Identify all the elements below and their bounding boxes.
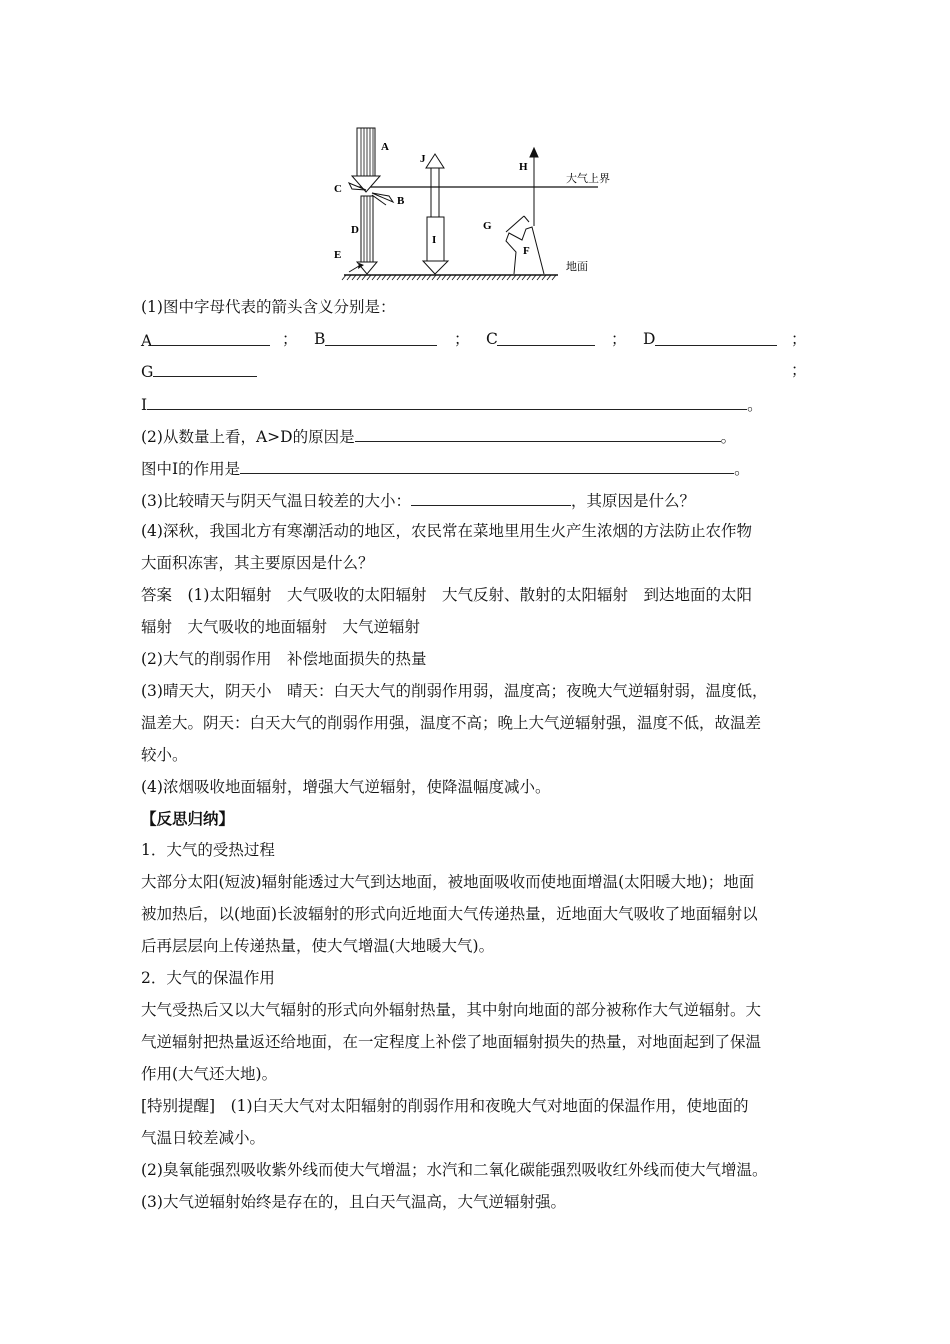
sep-3: ； (611, 330, 627, 348)
question-1-blanks-row1 (141, 329, 811, 351)
atmosphere-heating-diagram (0, 0, 950, 290)
arrow-A-solar-radiation (352, 128, 380, 192)
label-J: J (420, 153, 426, 165)
blank-C[interactable] (497, 329, 595, 346)
hatch-mark (462, 275, 466, 280)
blank-B-letter: B (314, 330, 326, 348)
question-3-text: (3)比较晴天与阴天气温日较差的大小： (141, 492, 411, 510)
answer-2: (2)大气的削弱作用 补偿地面损失的热量 (141, 650, 427, 668)
question-1-blanks-row3 (141, 393, 763, 415)
blank-C-letter: C (486, 330, 498, 348)
question-2b-text: 图中I的作用是 (141, 460, 241, 478)
hatch-mark (497, 275, 501, 280)
question-2b (141, 457, 750, 479)
hatch-mark (362, 275, 366, 280)
label-B: B (397, 195, 405, 207)
label-atmosphere-top: 大气上界 (566, 173, 610, 185)
hatch-mark (412, 275, 416, 280)
blank-A-letter: A (141, 332, 153, 350)
hatch-mark (532, 275, 536, 280)
period-3: 。 (734, 460, 750, 478)
ground-hatching (342, 275, 556, 280)
hatch-mark (457, 275, 461, 280)
hatch-mark (447, 275, 451, 280)
hatch-mark (427, 275, 431, 280)
blank-G[interactable] (153, 360, 257, 377)
hatch-mark (552, 275, 556, 280)
label-E: E (334, 249, 342, 261)
hatch-mark (387, 275, 391, 280)
blank-compare[interactable] (411, 489, 571, 506)
question-4-line1: (4)深秋，我国北方有寒潮活动的地区，农民常在菜地里用生火产生浓烟的方法防止农作物 (141, 522, 752, 540)
question-2a (141, 425, 736, 447)
label-G: G (483, 220, 492, 232)
arrow-D-surface-radiation (357, 196, 377, 274)
hatch-mark (347, 275, 351, 280)
hatch-mark (482, 275, 486, 280)
summary-1-title: 1．大气的受热过程 (141, 841, 275, 859)
hatch-mark (517, 275, 521, 280)
answer-3-line1: (3)晴天大，阴天小 晴天：白天大气的削弱作用弱，温度高；夜晚大气逆辐射弱，温度低， (141, 682, 768, 700)
summary-heading: 【反思归纳】 (141, 809, 235, 828)
sep-5: ； (791, 361, 807, 379)
hatch-mark (547, 275, 551, 280)
blank-D-letter: D (643, 330, 656, 348)
summary-2-title: 2．大气的保温作用 (141, 969, 275, 987)
hatch-mark (492, 275, 496, 280)
answer-3-line3: 较小。 (141, 746, 188, 764)
hatch-mark (512, 275, 516, 280)
answer-4: (4)浓烟吸收地面辐射，增强大气逆辐射，使降温幅度减小。 (141, 778, 551, 796)
blank-G-letter: G (141, 363, 154, 381)
hatch-mark (472, 275, 476, 280)
blank-I-letter: I (141, 396, 148, 414)
hatch-mark (352, 275, 356, 280)
blank-B[interactable] (325, 329, 437, 346)
hatch-mark (357, 275, 361, 280)
label-F: F (523, 245, 530, 257)
question-2a-text: (2)从数量上看，A>D的原因是 (141, 428, 355, 446)
blank-reason[interactable] (355, 425, 721, 442)
label-H: H (519, 161, 528, 173)
arrow-J-ground-radiation (426, 154, 444, 218)
hatch-mark (377, 275, 381, 280)
question-3 (141, 489, 695, 511)
summary-1-line1: 大部分太阳(短波)辐射能透过大气到达地面，被地面吸收而使地面增温(太阳暖大地)；地面 (141, 873, 755, 891)
summary-2-line2: 气逆辐射把热量返还给地面，在一定程度上补偿了地面辐射损失的热量，对地面起到了保温 (141, 1033, 762, 1051)
hatch-mark (507, 275, 511, 280)
hatch-mark (422, 275, 426, 280)
answer-1-line1: 答案 (1)太阳辐射 大气吸收的太阳辐射 大气反射、散射的太阳辐射 到达地面的太阳 (141, 586, 752, 604)
answer-1-line2: 辐射 大气吸收的地面辐射 大气逆辐射 (141, 618, 421, 636)
hatch-mark (372, 275, 376, 280)
question-1: (1)图中字母代表的箭头含义分别是： (141, 298, 396, 316)
blank-I[interactable] (147, 393, 747, 410)
summary-2-line1: 大气受热后又以大气辐射的形式向外辐射热量，其中射向地面的部分被称作大气逆辐射。大 (141, 1001, 762, 1019)
hatch-mark (437, 275, 441, 280)
label-C: C (334, 183, 342, 195)
summary-1-line2: 被加热后，以(地面)长波辐射的形式向近地面大气传递热量，近地面大气吸收了地面辐射以 (141, 905, 758, 923)
label-D: D (351, 224, 359, 236)
sep-1: ； (282, 330, 298, 348)
hatch-mark (537, 275, 541, 280)
tip-1-line2: 气温日较差减小。 (141, 1129, 266, 1147)
hatch-mark (442, 275, 446, 280)
sep-2: ； (454, 330, 470, 348)
arrow-B-absorbed (372, 193, 393, 205)
hatch-mark (502, 275, 506, 280)
hatch-mark (407, 275, 411, 280)
blank-effect[interactable] (240, 457, 734, 474)
period-1: 。 (747, 396, 763, 414)
label-I: I (432, 234, 437, 246)
hatch-mark (382, 275, 386, 280)
tip-2: (2)臭氧能强烈吸收紫外线而使大气增温；水汽和二氧化碳能强烈吸收红外线而使大气增温。 (141, 1161, 768, 1179)
label-ground: 地面 (566, 261, 588, 273)
tip-1-line1: [特别提醒] (1)白天大气对太阳辐射的削弱作用和夜晚大气对地面的保温作用，使地面的 (141, 1097, 749, 1115)
hatch-mark (392, 275, 396, 280)
sep-4: ； (791, 330, 807, 348)
hatch-mark (487, 275, 491, 280)
answer-3-line2: 温差大。阴天：白天大气的削弱作用强，温度不高；晚上大气逆辐射强，温度不低，故温差 (141, 714, 762, 732)
tip-3: (3)大气逆辐射始终是存在的，且白天气温高，大气逆辐射强。 (141, 1193, 566, 1211)
summary-1-line3: 后再层层向上传递热量，使大气增温(大地暖大气)。 (141, 937, 495, 955)
hatch-mark (417, 275, 421, 280)
question-4-line2: 大面积冻害，其主要原因是什么？ (141, 554, 374, 572)
blank-A[interactable] (152, 329, 270, 346)
hatch-mark (477, 275, 481, 280)
question-3-tail: ，其原因是什么？ (570, 492, 695, 510)
hatch-mark (467, 275, 471, 280)
label-A: A (381, 141, 389, 153)
hatch-mark (522, 275, 526, 280)
hatch-mark (452, 275, 456, 280)
hatch-mark (542, 275, 546, 280)
hatch-mark (527, 275, 531, 280)
summary-2-line3: 作用(大气还大地)。 (141, 1065, 278, 1083)
hatch-mark (397, 275, 401, 280)
hatch-mark (367, 275, 371, 280)
hatch-mark (342, 275, 346, 280)
question-1-blanks-row2 (141, 360, 811, 382)
hatch-mark (402, 275, 406, 280)
blank-D[interactable] (655, 329, 777, 346)
period-2: 。 (720, 428, 737, 446)
hatch-mark (432, 275, 436, 280)
